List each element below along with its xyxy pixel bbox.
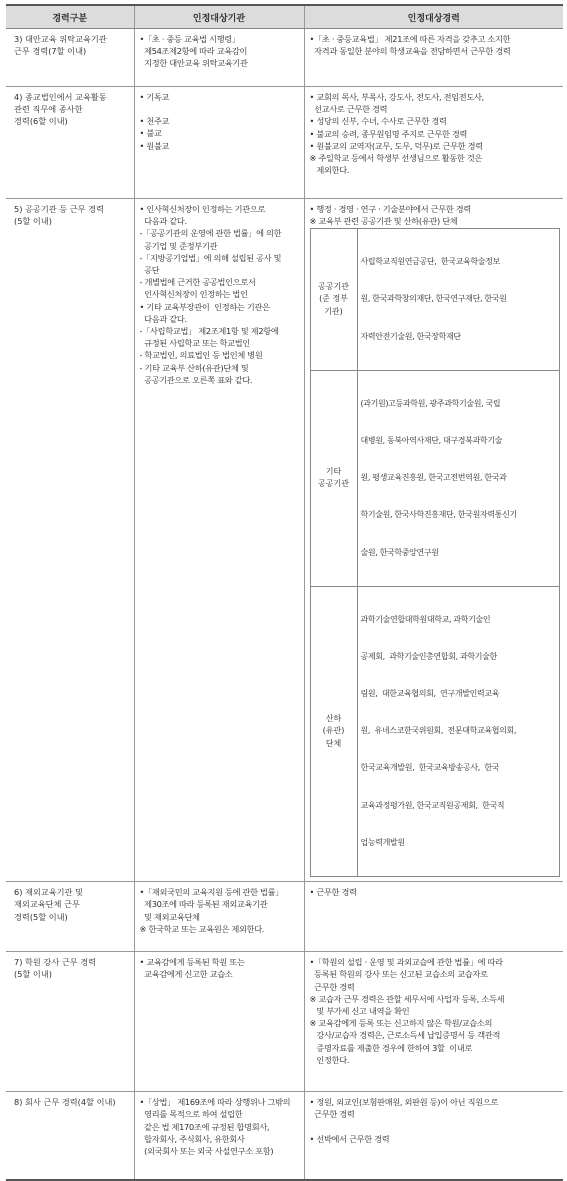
category-text: 8) 회사 근무 경력(4할 이내) bbox=[14, 1097, 116, 1108]
subtable-label: 기타 공공기관 bbox=[310, 370, 357, 586]
institution-list-line: 학기술원, 한국사학진흥재단, 한국원자력통신기 bbox=[360, 510, 517, 520]
subtable-row bbox=[310, 586, 560, 876]
table-row-alternative-education bbox=[6, 29, 563, 87]
career-line: 강사/교습자 경력은, 근로소득세 납입증명서 등 객관적 bbox=[309, 1030, 501, 1041]
institution-line: •「초 · 중등 교육법 시행령」 bbox=[139, 34, 240, 44]
institution-line: • 교육감에게 등록된 학원 또는 bbox=[139, 957, 245, 968]
category-cell bbox=[6, 87, 134, 199]
subtable-institutions bbox=[357, 229, 560, 370]
institution-list-line: 한국교육개발원, 한국교육방송공사, 한국 bbox=[360, 763, 500, 773]
institution-line: - 개별법에 근거한 공공법인으로서 bbox=[139, 277, 256, 288]
institution-list-line: 림원, 대한교육협의회, 연구개발인력교육 bbox=[360, 689, 500, 699]
institution-list-line: 원, 한국과학창의재단, 한국연구재단, 한국원 bbox=[360, 294, 507, 304]
institution-line: 공기업 및 준정부기관 bbox=[139, 240, 218, 251]
header-recognized-career: 인정대상경력 bbox=[304, 5, 563, 29]
career-line: 근무한 경력 bbox=[309, 1109, 355, 1120]
career-line: • 불교의 승려, 종무원임명 주지로 근무한 경력 bbox=[309, 128, 468, 139]
career-line: ※ 교육부 관련 공공기관 및 산하(유관) 단체 bbox=[309, 216, 458, 227]
institution-line: •「재외국민의 교육지원 등에 관한 법률」 bbox=[139, 887, 284, 898]
category-cell bbox=[6, 952, 134, 1092]
career-line: 및 부가세 신고 내역을 확인 bbox=[309, 1005, 410, 1016]
career-line: • 원불교의 교역자(교무, 도무, 덕무)로 근무한 경력 bbox=[309, 140, 483, 151]
institution-line: 지정한 대안교육 위탁교육기관 bbox=[139, 58, 248, 69]
career-line: ※ 교육감에게 등록 또는 신고하지 않은 학원/교습소의 bbox=[309, 1018, 493, 1029]
institution-list-line: 술원, 한국학중앙연구원 bbox=[360, 547, 439, 557]
institution-list-line: (과기원)고등과학원, 광주과학기술원, 국립 bbox=[360, 398, 501, 408]
institution-list-line: 대병원, 동북아역사재단, 대구경북과학기술 bbox=[360, 435, 503, 445]
career-line: • 정원, 외교인(보험판매원, 외판원 등)이 아닌 직원으로 bbox=[309, 1097, 499, 1108]
header-recognized-institution: 인정대상기관 bbox=[134, 5, 304, 29]
career-line: 제외한다. bbox=[309, 165, 350, 176]
institution-line: (외국회사 또는 외국 사설연구소 포함) bbox=[139, 1145, 274, 1156]
career-line: 등록된 학원의 강사 또는 신고된 교습소의 교습자로 bbox=[309, 969, 488, 980]
table-row-religious-corporation bbox=[6, 87, 563, 199]
institution-line: 다음과 같다. bbox=[139, 216, 187, 227]
institution-list-line: 사립학교직원연금공단, 한국교육학술정보 bbox=[360, 257, 500, 267]
career-cell bbox=[304, 29, 563, 87]
subtable-label: 공공기관 (준 정부 기관) bbox=[310, 229, 357, 370]
institution-line: 공단 bbox=[139, 265, 160, 276]
institution-line: 제54조제2항에 따라 교육감이 bbox=[139, 46, 248, 57]
institution-line: • 기독교 bbox=[139, 92, 170, 102]
institution-cell bbox=[134, 87, 304, 199]
institution-line: - 학교법인, 의료법인 등 법인체 병원 bbox=[139, 350, 263, 361]
career-line: ※ 주일학교 등에서 학생부 선생님으로 활동한 것은 bbox=[309, 153, 483, 164]
institution-line bbox=[140, 103, 301, 115]
institution-line: 합자회사, 주식회사, 유한회사 bbox=[139, 1133, 245, 1144]
career-line: • 근무한 경력 bbox=[309, 887, 357, 898]
subtable-row bbox=[310, 370, 560, 586]
institution-line: -「공공기관의 운영에 관한 법률」에 의한 bbox=[139, 228, 282, 239]
category-cell bbox=[6, 29, 134, 87]
institution-cell bbox=[134, 952, 304, 1092]
category-cell bbox=[6, 1092, 134, 1180]
institution-line: 다음과 같다. bbox=[139, 313, 187, 324]
career-line: • 교회의 목사, 부목사, 강도사, 전도사, 전임전도사, bbox=[309, 92, 484, 102]
career-line: •「학원의 설립 · 운영 및 과외교습에 관한 법률」에 따라 bbox=[309, 957, 503, 968]
career-line: •「초 · 중등교육법」 제21조에 따른 자격을 갖추고 소지한 bbox=[309, 34, 511, 44]
subtable-institutions bbox=[357, 586, 560, 876]
subtable-institutions bbox=[357, 370, 560, 586]
career-cell bbox=[304, 199, 563, 882]
institution-line: 및 재외교육단체 bbox=[139, 911, 200, 922]
category-cell bbox=[6, 882, 134, 952]
institution-line: • 원불교 bbox=[139, 140, 170, 151]
institution-cell bbox=[134, 199, 304, 882]
career-line: 근무한 경력 bbox=[309, 981, 355, 992]
table-row-overseas-education bbox=[6, 882, 563, 952]
career-cell bbox=[304, 882, 563, 952]
institution-line: 규정된 사립학교 또는 학교법인 bbox=[139, 338, 250, 349]
institution-cell bbox=[134, 1092, 304, 1180]
institution-line: • 천주교 bbox=[139, 116, 170, 127]
institution-line: 같은 법 제170조에 규정된 합명회사, bbox=[139, 1121, 270, 1132]
table-row-academy-instructor bbox=[6, 952, 563, 1092]
career-line: 선교사로 근무한 경력 bbox=[309, 104, 388, 115]
category-cell bbox=[6, 199, 134, 882]
subtable-label: 산하 (유관) 단체 bbox=[310, 586, 357, 876]
institution-line: • 불교 bbox=[139, 128, 162, 139]
institution-line: •「상법」 제169조에 따라 상행위나 그밖의 bbox=[139, 1097, 291, 1108]
institution-list-line: 업능력개발원 bbox=[360, 837, 405, 847]
career-line: • 성당의 신부, 수녀, 수사로 근무한 경력 bbox=[309, 116, 447, 127]
institution-line: • 기타 교육부장관이 인정하는 기관은 bbox=[139, 301, 270, 312]
career-line: 자격과 동일한 분야의 학생교육을 전담하면서 근무한 경력 bbox=[309, 46, 511, 57]
career-line: 인정한다. bbox=[309, 1054, 350, 1065]
institution-line: -「지방공기업법」에 의해 설립된 공사 및 bbox=[139, 252, 282, 263]
institution-list-line: 원, 평생교육진흥원, 한국고전번역원, 한국과 bbox=[360, 473, 507, 483]
institution-line: ※ 한국학교 또는 교육원은 제외한다. bbox=[139, 923, 265, 934]
career-table-page bbox=[6, 4, 563, 1181]
institution-line: -「사립학교법」 제2조제1항 및 제2항에 bbox=[139, 326, 279, 337]
institution-list-line: 공제회, 과학기술인총연합회, 과학기술한 bbox=[360, 651, 497, 661]
career-line: ※ 교습자 근무 경력은 관할 세무서에 사업자 등록, 소득세 bbox=[309, 993, 505, 1004]
category-text: 5) 공공기관 등 근무 경력 (5할 이내) bbox=[14, 204, 104, 227]
institution-line: • 인사혁신처장이 인정하는 기관으로 bbox=[139, 204, 266, 214]
institution-line: 공공기관으로 오른쪽 표와 같다. bbox=[139, 374, 253, 385]
institution-line: - 기타 교육부 산하(유관)단체 및 bbox=[139, 362, 249, 373]
career-cell bbox=[304, 952, 563, 1092]
institution-line: 제30조에 따라 등록된 재외교육기관 bbox=[139, 899, 268, 910]
category-text: 6) 재외교육기관 및 재외교육단체 근무 경력(5할 이내) bbox=[14, 887, 83, 922]
institution-list-line: 자력안전기술원, 한국장학재단 bbox=[360, 331, 461, 341]
header-career-category: 경력구분 bbox=[6, 5, 134, 29]
institution-line: 영리를 목적으로 하여 설립한 bbox=[139, 1109, 243, 1120]
table-row-company-employment bbox=[6, 1092, 563, 1180]
career-line: • 선박에서 근무한 경력 bbox=[309, 1133, 390, 1144]
table-row-public-institution bbox=[6, 199, 563, 882]
institution-cell bbox=[134, 29, 304, 87]
career-line: • 행정 · 경영 · 연구 · 기술분야에서 근무한 경력 bbox=[309, 204, 472, 214]
career-recognition-table bbox=[6, 4, 563, 1181]
public-institution-subtable bbox=[310, 228, 561, 877]
career-cell bbox=[304, 87, 563, 199]
category-text: 3) 대안교육 위탁교육기관 근무 경력(7할 이내) bbox=[14, 34, 107, 57]
institution-line: 인사혁신처장이 인정하는 법인 bbox=[139, 289, 248, 300]
institution-line: 교육감에게 신고한 교습소 bbox=[139, 969, 233, 980]
career-line: 증명자료를 제출한 경우에 한하여 3할 이내로 bbox=[309, 1042, 473, 1053]
institution-list-line: 과학기술연합대학원대학교, 과학기술인 bbox=[360, 614, 491, 624]
institution-cell bbox=[134, 882, 304, 952]
institution-list-line: 원, 유네스코한국위원회, 전문대학교육협의회, bbox=[360, 726, 517, 736]
subtable-row bbox=[310, 229, 560, 370]
category-text: 7) 학원 강사 근무 경력 (5할 이내) bbox=[14, 957, 97, 980]
career-line bbox=[310, 1121, 561, 1133]
career-cell bbox=[304, 1092, 563, 1180]
category-text: 4) 종교법인에서 교육활동 관련 직무에 종사한 경력(6할 이내) bbox=[14, 92, 107, 127]
institution-list-line: 교육과정평가원, 한국교직원공제회, 한국직 bbox=[360, 800, 505, 810]
table-header-row bbox=[6, 5, 563, 29]
